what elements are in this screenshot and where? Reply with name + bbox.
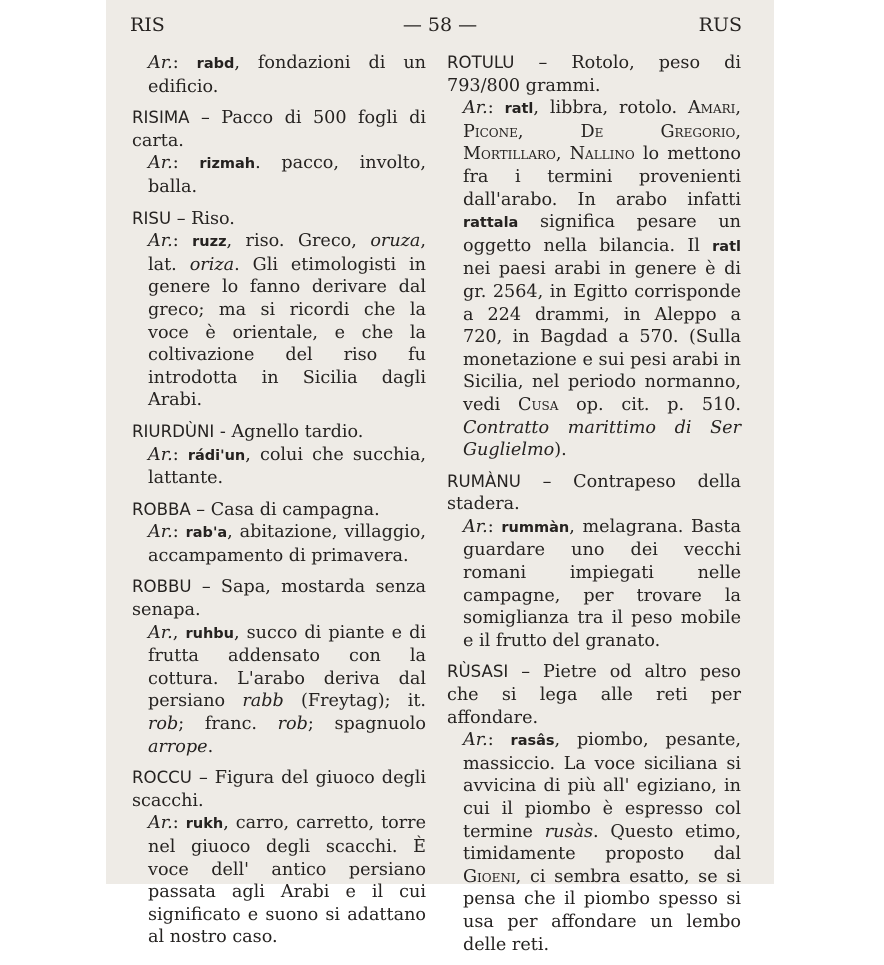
headword: RISIMA [132,108,190,128]
etymology-text: , melagrana. Basta guardare uno dei vecchi romani impiegati nelle campagne, per trovare la somiglianza tra il peso mobile e il frutto del granato. [463,516,741,651]
entry-riurduni: RIURDÙNI - Agnello tardio. Ar.: rádi'un, colui che succhia, lattante. [132,421,426,489]
ar-label: Ar. [463,516,488,537]
arabic-word: rab'a [185,525,228,542]
etymology-text: , colui che succhia, lattante. [148,444,426,489]
ar-label: Ar. [148,622,173,643]
header-right-guideword: RUS [698,14,742,36]
headword: ROCCU [132,768,192,788]
arabic-word: ruzz [192,234,227,251]
header-left-guideword: RIS [130,14,165,36]
ar-label: Ar. [148,522,173,543]
italian-word: rob [148,714,179,735]
author-name: Gioeni [463,866,516,887]
etymology-text: lo mettono fra i termini provenienti dall'arabo. In arabo infatti [463,144,742,210]
etymology-text: , riso. Greco, [226,231,371,252]
headword: RIURDÙNI [132,421,215,441]
headword: RÙSASI [447,662,509,682]
etymology-text: ). [554,440,567,461]
etymology-text: ; spagnuolo [307,714,426,735]
french-word: rob [277,714,308,735]
entry-robba: ROBBA – Casa di campagna. Ar.: rab'a, abitazione, villaggio, accampamento di primavera. [132,499,426,566]
etymology-text: , piombo, pesante, massiccio. La voce siciliana si avvicina di più all' egiziano, in cui il piombo è espresso col termine [463,730,741,842]
etymology-text: , abitazione, villaggio, accampamento di primavera. [148,522,426,566]
etymology-text: , [517,121,581,142]
headword: RUMÀNU [447,471,521,491]
etymology-text: . [207,736,214,757]
etymology-text: (Freytag); it. [283,691,427,712]
entry-robbu: ROBBU – Sapa, mostarda senza senapa. Ar., ruhbu, succo di piante e di frutta addensato con la cottura. L'arabo deriva dal persiano rabb (Freytag); it. rob; franc. rob; spagnuolo arrope. [132,577,427,757]
greek-word: oruza [370,231,421,252]
etymology-text: , succo di piante e di frutta addensato con la cottura. L'arabo deriva dal persiano [148,622,427,712]
author-name: Picone [463,121,518,142]
author-name: Amari [687,98,736,119]
definition: – Pietre od altro peso che si lega alle reti per affondare. [447,662,741,728]
arabic-word: rádi'un [187,447,246,464]
ar-label: Ar. [148,53,173,73]
ar-label: Ar. [148,813,173,834]
etymology-text: . Gli etimologisti in genere lo fanno derivare dal greco; ma si ricordi che la voce è orientale, e che la coltivazione del riso fu introdotta in Sicilia dagli Arabi. [148,254,426,411]
ar-label: Ar. [463,730,488,751]
definition: – Rotolo, peso di 793/800 grammi. [447,53,741,96]
arabic-word: rummàn [501,519,570,536]
headword: ROBBU [132,577,192,597]
persian-word: rabb [242,691,284,712]
arabic-word: rabd [196,56,235,72]
arabic-word: rukh [185,816,224,833]
author-name: Nallino [569,144,635,165]
etymology-text: . pacco, involto, balla. [148,153,426,197]
arabic-word: ratl [504,101,534,118]
etymology-text: op. cit. p. 510. [558,394,741,415]
definition: – Riso. [171,208,235,229]
spanish-word: arrope [148,736,208,757]
page-number: — 58 — [402,14,478,36]
entry-continuation-rabd: Ar.: rabd, fondazioni di un edificio. [148,53,426,97]
definition: - Agnello tardio. [214,421,364,442]
author-name: Cusa [517,394,559,415]
arabic-word: rattala [463,215,519,232]
entry-risima: RISIMA – Pacco di 500 fogli di carta. Ar.: rizmah. pacco, involto, balla. [132,108,426,197]
entry-rusasi: RÙSASI – Pietre od altro peso che si lega alle reti per affondare. Ar.: rasâs, piombo, pesante, massiccio. La voce siciliana si avvicina di più all' egiziano, in cui il piombo è espresso col termine rusàs. Questo etimo, timidamente proposto dal Gioeni, ci sembra esatto, se si pensa che il piombo spesso si usa per affondare un lembo delle reti. [447,662,741,955]
right-column [447,52,741,965]
ar-label: Ar. [148,153,173,174]
arabic-word: rizmah [199,156,256,173]
work-title: Contratto marittimo di Ser Guglielmo [463,417,741,461]
egyptian-word: rusàs [544,821,594,842]
headword: ROTULU [447,53,515,72]
author-name: Mortillaro [463,144,556,165]
ar-label: Ar. [463,98,488,119]
etymology-text: , carro, carretto, torre nel giuoco degli scacchi. È voce dell' antico persiano passata agli Arabi e il cui significato e suono si adattano al nostro caso. [148,813,426,948]
left-column [132,52,426,958]
headword: RISU [132,208,172,228]
entry-rotulu: ROTULU – Rotolo, peso di 793/800 grammi. Ar.: ratl, libbra, rotolo. Amari, Picone, De Gregorio, Mortillaro, Nallino lo mettono fra i termini provenienti dall'arabo. In arabo infatti rattala significa pesare un oggetto nella bilancia. Il ratl nei paesi arabi in genere è di gr. 2564, in Egitto corrisponde a 224 drammi, in Aleppo a 720, in Bagdad a 570. (Sulla monetazione e sui pesi arabi in Sicilia, nel periodo normanno, vedi Cusa op. cit. p. 510. Contratto marittimo di Ser Guglielmo). [447,53,742,461]
entry-rumanu: RUMÀNU – Contrapeso della stadera. Ar.: rummàn, melagrana. Basta guardare uno dei vecchi romani impiegati nelle campagne, per trovare la somiglianza tra il peso mobile e il frutto del granato. [447,471,741,651]
definition: – Figura del giuoco degli scacchi. [132,768,426,811]
etymology-text: , [555,144,570,165]
arabic-word: rasâs [510,733,555,750]
arabic-word: ratl [712,238,741,255]
etymology-text: significa pesare un oggetto nella bilancia. Il [463,212,741,256]
etymology-text: , lat. [148,231,426,275]
entry-risu: RISU – Riso. Ar.: ruzz, riso. Greco, oruza, lat. oriza. Gli etimologisti in genere lo fanno derivare dal greco; ma si ricordi che la voce è orientale, e che la coltivazione del riso fu introdotta in Sicilia dagli Arabi. [132,208,426,411]
etymology-text: . Questo etimo, timidamente proposto dal [463,821,741,865]
headword: ROBBA [132,499,191,519]
etymology-text: nei paesi arabi in genere è di gr. 2564, in Egitto corrisponde a 224 drammi, in Aleppo a 720, in Bagdad a 570. (Sulla monetazione e sui pesi arabi in Sicilia, nel periodo normanno, vedi [463,259,741,415]
etymology-text: , [735,98,741,119]
arabic-word: ruhbu [185,625,234,642]
ar-label: Ar. [148,231,173,252]
etymology-text: , libbra, rotolo. [533,98,688,119]
dictionary-page [106,0,774,955]
definition: – Casa di campagna. [190,499,380,520]
running-header [106,14,774,40]
latin-word: oriza [189,254,235,275]
definition: – Sapa, mostarda senza senapa. [132,577,426,621]
etymology-text: ; franc. [178,714,278,735]
definition: – Contrapeso della stadera. [447,471,741,515]
ar-label: Ar. [148,444,173,465]
etymology-text: , fondazioni di un edificio. [148,53,426,97]
etymology-text: , [735,121,741,142]
entry-roccu: ROCCU – Figura del giuoco degli scacchi. Ar.: rukh, carro, carretto, torre nel giuoco degli scacchi. È voce dell' antico persiano passata agli Arabi e il cui significato e suono si adattano al nostro caso. [132,768,426,948]
author-name: De Gregorio [580,121,736,142]
etymology-text: , ci sembra esatto, se si pensa che il piombo spesso si usa per affondare un lembo delle reti. [463,866,741,955]
definition: – Pacco di 500 fogli di carta. [132,108,426,151]
